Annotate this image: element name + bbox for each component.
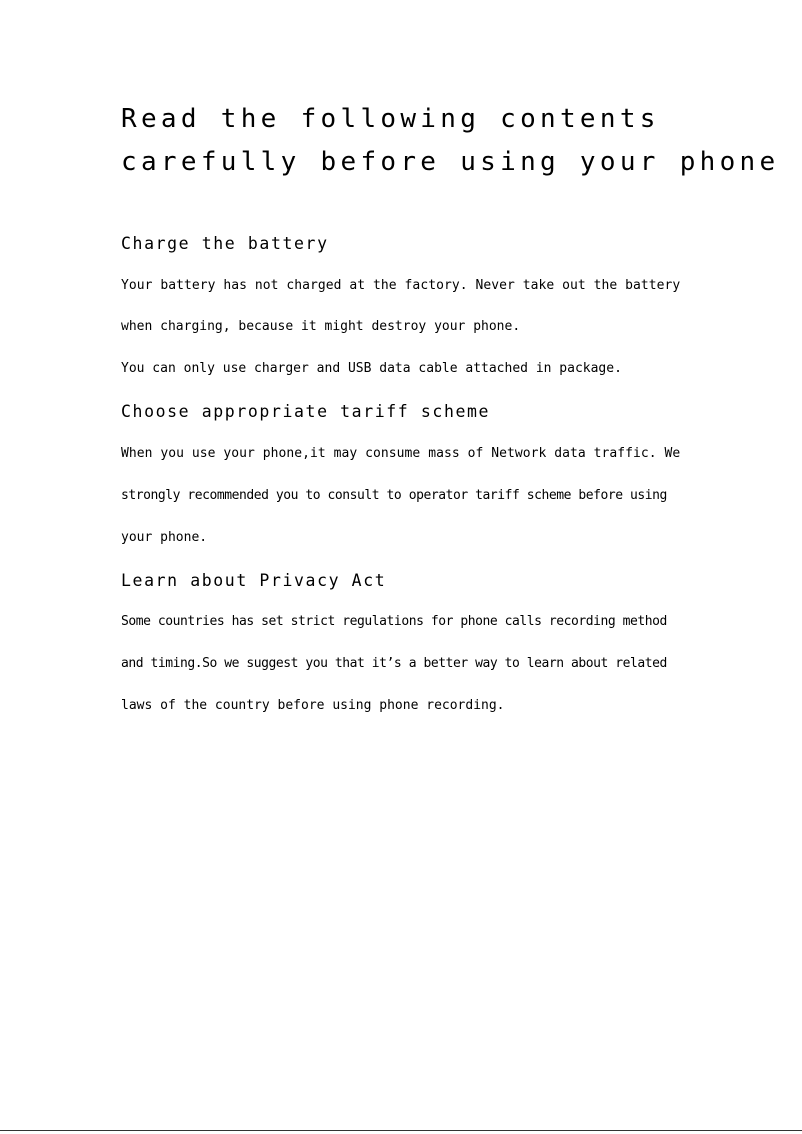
section-3-line-3: laws of the country before using phone recording.	[121, 698, 505, 713]
page-title-line-2: carefully before using your phone	[121, 147, 780, 177]
section-heading-charge-battery: Charge the battery	[121, 234, 329, 253]
section-2-line-3: your phone.	[121, 530, 208, 545]
section-2-line-2: strongly recommended you to consult to operator tariff scheme before using	[121, 488, 667, 503]
section-1-line-2: when charging, because it might destroy your phone.	[121, 319, 521, 334]
section-1-line-3: You can only use charger and USB data cable attached in package.	[121, 361, 622, 376]
page-bottom-divider	[0, 1130, 802, 1131]
section-3-line-2: and timing.So we suggest you that it’s a better way to learn about related	[121, 656, 667, 671]
page-title-line-1: Read the following contents	[121, 104, 660, 134]
section-1-line-1: Your battery has not charged at the factory. Never take out the battery	[121, 278, 681, 293]
section-heading-tariff-scheme: Choose appropriate tariff scheme	[121, 402, 491, 421]
page-title	[121, 98, 780, 184]
section-3-line-1: Some countries has set strict regulations for phone calls recording method	[121, 614, 667, 629]
section-heading-privacy-act: Learn about Privacy Act	[121, 571, 387, 590]
section-2-line-1: When you use your phone,it may consume mass of Network data traffic. We	[121, 446, 681, 461]
